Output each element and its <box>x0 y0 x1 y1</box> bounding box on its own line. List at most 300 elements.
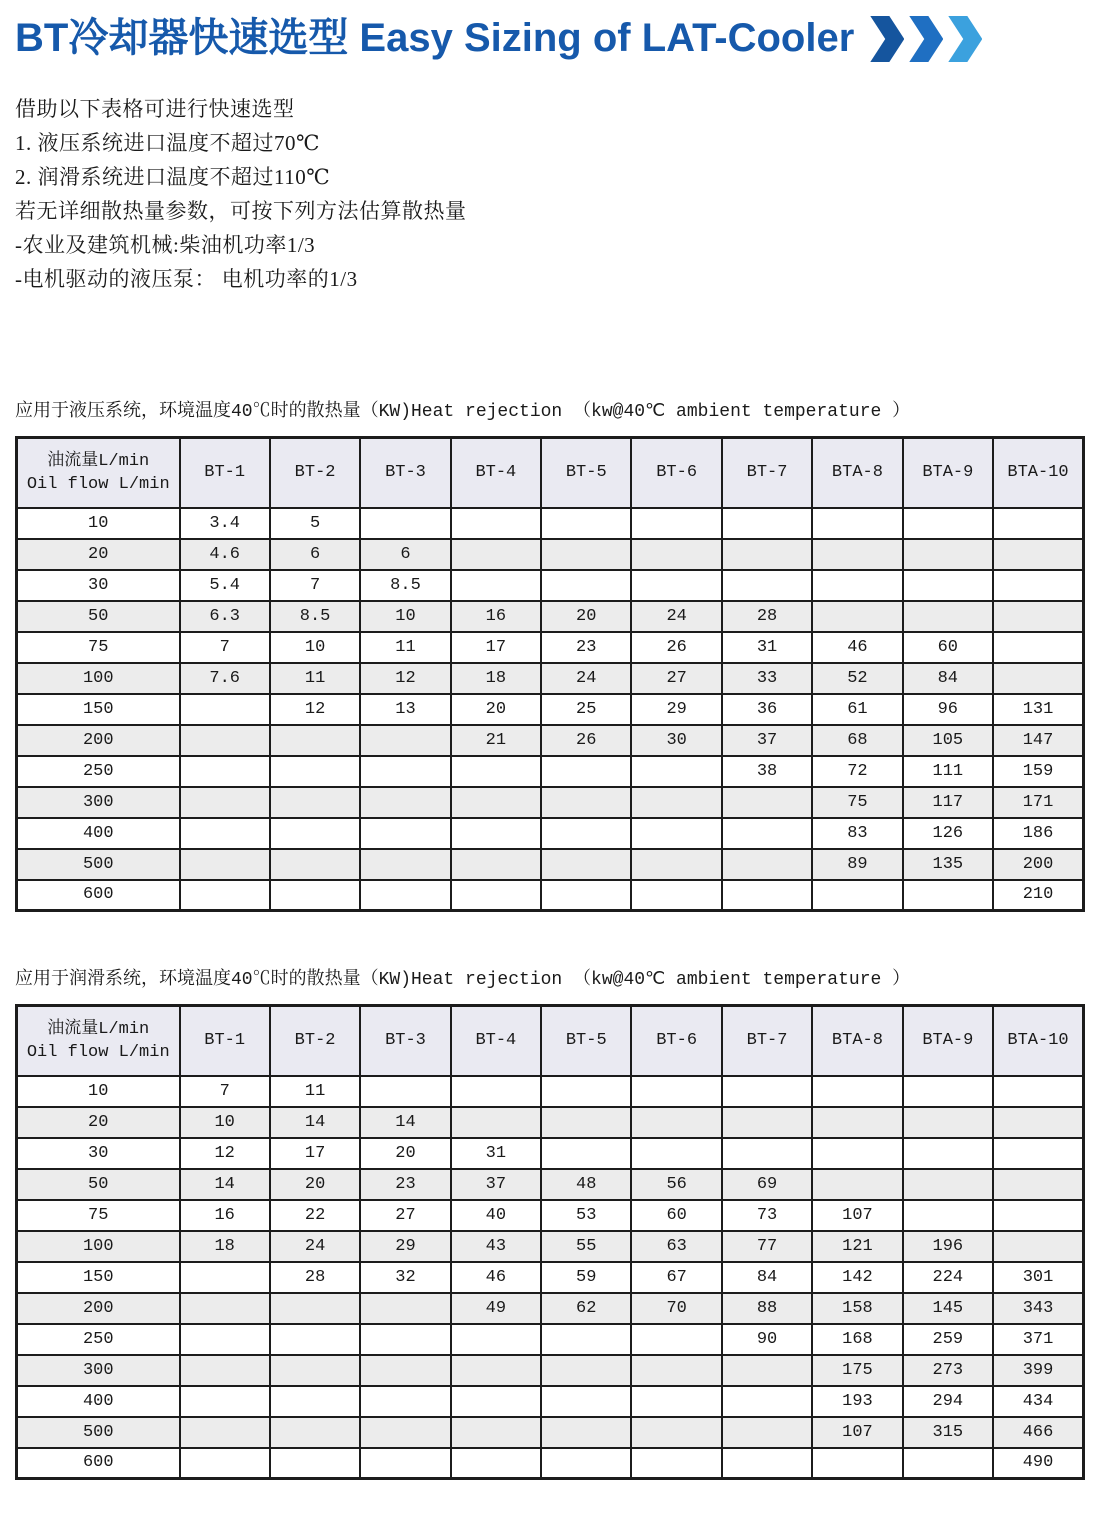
value-cell: 5.4 <box>180 570 270 601</box>
value-cell <box>360 1076 450 1107</box>
table-row <box>17 1200 1084 1231</box>
value-cell: 70 <box>631 1293 721 1324</box>
flow-header-en: Oil flow L/min <box>26 474 170 494</box>
flow-value-cell: 300 <box>17 1355 180 1386</box>
value-cell: 175 <box>812 1355 902 1386</box>
value-cell <box>270 787 360 818</box>
value-cell: 40 <box>451 1200 541 1231</box>
table-row <box>17 1231 1084 1262</box>
value-cell: 55 <box>541 1231 631 1262</box>
table-row <box>17 1076 1084 1107</box>
value-cell: 24 <box>270 1231 360 1262</box>
flow-value-cell: 400 <box>17 818 180 849</box>
value-cell <box>722 508 812 539</box>
value-cell: 21 <box>451 725 541 756</box>
value-cell: 26 <box>631 632 721 663</box>
table-row <box>17 756 1084 787</box>
value-cell <box>631 756 721 787</box>
model-column-header: BTA-8 <box>812 438 902 508</box>
value-cell: 46 <box>451 1262 541 1293</box>
value-cell: 90 <box>722 1324 812 1355</box>
model-column-header: BTA-10 <box>993 438 1083 508</box>
flow-value-cell: 150 <box>17 1262 180 1293</box>
value-cell <box>631 539 721 570</box>
intro-line: -电机驱动的液压泵： 电机功率的1/3 <box>15 267 358 291</box>
value-cell <box>180 787 270 818</box>
table-caption: 应用于液压系统，环境温度40℃时的散热量（KW)Heat rejection （kw@40℃ ambient temperature ） <box>15 402 911 422</box>
value-cell <box>903 601 993 632</box>
value-cell <box>722 539 812 570</box>
value-cell: 77 <box>722 1231 812 1262</box>
value-cell <box>631 508 721 539</box>
value-cell <box>270 725 360 756</box>
page-title: BT冷却器快速选型 Easy Sizing of LAT-Cooler <box>15 16 855 60</box>
table-row <box>17 787 1084 818</box>
value-cell <box>180 1386 270 1417</box>
model-column-header: BT-5 <box>541 1006 631 1076</box>
value-cell: 23 <box>541 632 631 663</box>
flow-column-header <box>17 1006 180 1076</box>
value-cell: 48 <box>541 1169 631 1200</box>
value-cell <box>631 818 721 849</box>
value-cell: 62 <box>541 1293 631 1324</box>
table-row <box>17 539 1084 570</box>
value-cell <box>451 1107 541 1138</box>
value-cell: 6.3 <box>180 601 270 632</box>
value-cell: 16 <box>451 601 541 632</box>
value-cell <box>541 880 631 911</box>
value-cell: 7 <box>270 570 360 601</box>
table-row <box>17 1386 1084 1417</box>
value-cell: 8.5 <box>270 601 360 632</box>
value-cell <box>180 1448 270 1479</box>
heat-table-lubrication <box>15 1004 1085 1480</box>
value-cell: 84 <box>722 1262 812 1293</box>
table-row <box>17 1355 1084 1386</box>
intro-line: 1. 液压系统进口温度不超过70℃ <box>15 131 320 155</box>
value-cell <box>541 1076 631 1107</box>
value-cell <box>812 1107 902 1138</box>
value-cell <box>270 756 360 787</box>
model-column-header: BT-7 <box>722 1006 812 1076</box>
value-cell <box>360 1293 450 1324</box>
value-cell: 11 <box>360 632 450 663</box>
table-row <box>17 1324 1084 1355</box>
value-cell: 69 <box>722 1169 812 1200</box>
value-cell <box>903 1169 993 1200</box>
value-cell: 466 <box>993 1417 1083 1448</box>
value-cell: 12 <box>270 694 360 725</box>
value-cell <box>812 508 902 539</box>
value-cell <box>993 663 1083 694</box>
value-cell: 37 <box>722 725 812 756</box>
value-cell: 135 <box>903 849 993 880</box>
value-cell <box>993 1200 1083 1231</box>
value-cell <box>812 1076 902 1107</box>
value-cell: 7.6 <box>180 663 270 694</box>
flow-column-header <box>17 438 180 508</box>
table-row <box>17 1138 1084 1169</box>
value-cell <box>722 818 812 849</box>
value-cell <box>180 849 270 880</box>
hydraulic-section <box>15 396 1085 912</box>
value-cell <box>180 694 270 725</box>
value-cell: 49 <box>451 1293 541 1324</box>
value-cell: 67 <box>631 1262 721 1293</box>
value-cell <box>270 880 360 911</box>
value-cell <box>451 1386 541 1417</box>
value-cell <box>270 1448 360 1479</box>
value-cell <box>541 818 631 849</box>
value-cell <box>812 1169 902 1200</box>
table-header-row <box>17 438 1084 508</box>
model-column-header: BT-4 <box>451 438 541 508</box>
table-row <box>17 1262 1084 1293</box>
value-cell: 46 <box>812 632 902 663</box>
value-cell: 434 <box>993 1386 1083 1417</box>
value-cell <box>903 880 993 911</box>
value-cell: 25 <box>541 694 631 725</box>
value-cell <box>722 1076 812 1107</box>
value-cell <box>541 1448 631 1479</box>
value-cell: 22 <box>270 1200 360 1231</box>
model-column-header: BT-4 <box>451 1006 541 1076</box>
intro-line: -农业及建筑机械:柴油机功率1/3 <box>15 233 316 257</box>
table-row <box>17 663 1084 694</box>
value-cell <box>631 1324 721 1355</box>
value-cell: 7 <box>180 1076 270 1107</box>
model-column-header: BT-1 <box>180 438 270 508</box>
value-cell <box>993 1231 1083 1262</box>
value-cell: 371 <box>993 1324 1083 1355</box>
value-cell <box>270 1293 360 1324</box>
value-cell <box>812 1448 902 1479</box>
table-row <box>17 1293 1084 1324</box>
value-cell <box>631 1355 721 1386</box>
value-cell: 18 <box>180 1231 270 1262</box>
value-cell: 5 <box>270 508 360 539</box>
value-cell <box>541 539 631 570</box>
model-column-header: BT-5 <box>541 438 631 508</box>
value-cell <box>360 880 450 911</box>
table-row <box>17 632 1084 663</box>
flow-value-cell: 50 <box>17 601 180 632</box>
value-cell <box>993 539 1083 570</box>
flow-value-cell: 200 <box>17 725 180 756</box>
table-header-row <box>17 1006 1084 1076</box>
value-cell: 142 <box>812 1262 902 1293</box>
table-row <box>17 601 1084 632</box>
value-cell: 31 <box>722 632 812 663</box>
value-cell <box>993 1169 1083 1200</box>
value-cell <box>993 508 1083 539</box>
value-cell: 23 <box>360 1169 450 1200</box>
value-cell <box>360 1355 450 1386</box>
value-cell: 186 <box>993 818 1083 849</box>
value-cell: 96 <box>903 694 993 725</box>
value-cell <box>993 1107 1083 1138</box>
value-cell: 14 <box>360 1107 450 1138</box>
flow-value-cell: 10 <box>17 1076 180 1107</box>
value-cell: 10 <box>360 601 450 632</box>
table-row <box>17 725 1084 756</box>
value-cell: 107 <box>812 1417 902 1448</box>
value-cell: 6 <box>270 539 360 570</box>
table-row <box>17 694 1084 725</box>
value-cell <box>722 570 812 601</box>
value-cell <box>993 601 1083 632</box>
value-cell <box>451 1355 541 1386</box>
value-cell: 20 <box>541 601 631 632</box>
value-cell: 20 <box>270 1169 360 1200</box>
value-cell <box>270 849 360 880</box>
value-cell <box>631 787 721 818</box>
value-cell <box>722 849 812 880</box>
value-cell: 24 <box>541 663 631 694</box>
value-cell <box>270 1324 360 1355</box>
flow-value-cell: 150 <box>17 694 180 725</box>
value-cell <box>360 756 450 787</box>
value-cell <box>451 849 541 880</box>
value-cell: 37 <box>451 1169 541 1200</box>
value-cell: 33 <box>722 663 812 694</box>
value-cell <box>903 1138 993 1169</box>
value-cell: 12 <box>180 1138 270 1169</box>
chevron-right-icon <box>909 16 943 62</box>
value-cell: 63 <box>631 1231 721 1262</box>
value-cell <box>541 787 631 818</box>
value-cell <box>180 818 270 849</box>
table-row <box>17 880 1084 911</box>
model-column-header: BTA-8 <box>812 1006 902 1076</box>
value-cell <box>722 1417 812 1448</box>
value-cell <box>541 1417 631 1448</box>
value-cell: 301 <box>993 1262 1083 1293</box>
table-row <box>17 818 1084 849</box>
flow-value-cell: 100 <box>17 1231 180 1262</box>
value-cell: 490 <box>993 1448 1083 1479</box>
value-cell: 159 <box>993 756 1083 787</box>
value-cell: 196 <box>903 1231 993 1262</box>
table-caption: 应用于润滑系统，环境温度40℃时的散热量（KW)Heat rejection （kw@40℃ ambient temperature ） <box>15 970 911 990</box>
value-cell <box>631 1138 721 1169</box>
value-cell: 31 <box>451 1138 541 1169</box>
lubrication-section <box>15 964 1085 1480</box>
value-cell: 10 <box>180 1107 270 1138</box>
value-cell <box>541 1324 631 1355</box>
value-cell <box>541 1107 631 1138</box>
value-cell <box>360 1448 450 1479</box>
flow-value-cell: 75 <box>17 632 180 663</box>
value-cell: 6 <box>360 539 450 570</box>
value-cell: 10 <box>270 632 360 663</box>
value-cell <box>451 880 541 911</box>
value-cell <box>631 1076 721 1107</box>
value-cell: 28 <box>270 1262 360 1293</box>
value-cell: 52 <box>812 663 902 694</box>
value-cell <box>631 880 721 911</box>
value-cell <box>270 1417 360 1448</box>
data-table <box>15 436 1085 912</box>
value-cell <box>812 539 902 570</box>
intro-text <box>15 92 1085 296</box>
flow-header-cn: 油流量L/min <box>47 1019 150 1039</box>
table-row <box>17 570 1084 601</box>
value-cell <box>722 1448 812 1479</box>
flow-value-cell: 400 <box>17 1386 180 1417</box>
value-cell: 27 <box>360 1200 450 1231</box>
data-table <box>15 1004 1085 1480</box>
value-cell: 399 <box>993 1355 1083 1386</box>
value-cell: 60 <box>903 632 993 663</box>
model-column-header: BT-6 <box>631 1006 721 1076</box>
flow-value-cell: 20 <box>17 1107 180 1138</box>
value-cell <box>270 1355 360 1386</box>
value-cell <box>451 1448 541 1479</box>
value-cell: 131 <box>993 694 1083 725</box>
value-cell <box>903 508 993 539</box>
value-cell: 26 <box>541 725 631 756</box>
flow-header-en: Oil flow L/min <box>26 1042 170 1062</box>
value-cell: 8.5 <box>360 570 450 601</box>
flow-value-cell: 600 <box>17 1448 180 1479</box>
value-cell: 28 <box>722 601 812 632</box>
intro-line: 借助以下表格可进行快速选型 <box>15 97 295 121</box>
model-column-header: BT-2 <box>270 1006 360 1076</box>
value-cell: 89 <box>812 849 902 880</box>
model-column-header: BT-2 <box>270 438 360 508</box>
flow-value-cell: 250 <box>17 1324 180 1355</box>
value-cell: 17 <box>270 1138 360 1169</box>
value-cell: 72 <box>812 756 902 787</box>
flow-value-cell: 200 <box>17 1293 180 1324</box>
value-cell <box>180 1262 270 1293</box>
chevron-right-icon <box>948 16 982 62</box>
value-cell: 18 <box>451 663 541 694</box>
value-cell: 259 <box>903 1324 993 1355</box>
value-cell: 16 <box>180 1200 270 1231</box>
flow-value-cell: 20 <box>17 539 180 570</box>
value-cell <box>993 1138 1083 1169</box>
value-cell <box>270 1386 360 1417</box>
value-cell <box>541 508 631 539</box>
table-row <box>17 1417 1084 1448</box>
model-column-header: BT-3 <box>360 1006 450 1076</box>
value-cell <box>180 880 270 911</box>
table-row <box>17 1107 1084 1138</box>
value-cell <box>360 849 450 880</box>
chevron-right-icon <box>870 16 904 62</box>
value-cell: 29 <box>360 1231 450 1262</box>
value-cell: 224 <box>903 1262 993 1293</box>
value-cell: 11 <box>270 1076 360 1107</box>
value-cell <box>903 1200 993 1231</box>
value-cell <box>180 1417 270 1448</box>
value-cell <box>541 570 631 601</box>
flow-value-cell: 250 <box>17 756 180 787</box>
value-cell <box>451 756 541 787</box>
value-cell: 145 <box>903 1293 993 1324</box>
value-cell <box>180 725 270 756</box>
value-cell: 17 <box>451 632 541 663</box>
value-cell <box>993 1076 1083 1107</box>
value-cell <box>722 1386 812 1417</box>
value-cell <box>451 818 541 849</box>
flow-value-cell: 75 <box>17 1200 180 1231</box>
value-cell <box>451 1417 541 1448</box>
value-cell: 14 <box>180 1169 270 1200</box>
value-cell: 68 <box>812 725 902 756</box>
value-cell: 24 <box>631 601 721 632</box>
value-cell <box>360 818 450 849</box>
value-cell: 84 <box>903 663 993 694</box>
value-cell <box>360 1324 450 1355</box>
model-column-header: BTA-10 <box>993 1006 1083 1076</box>
value-cell <box>360 1386 450 1417</box>
value-cell: 210 <box>993 880 1083 911</box>
value-cell: 30 <box>631 725 721 756</box>
value-cell: 14 <box>270 1107 360 1138</box>
value-cell <box>812 1138 902 1169</box>
value-cell: 38 <box>722 756 812 787</box>
chevrons-icon <box>870 16 982 62</box>
value-cell <box>722 787 812 818</box>
value-cell: 4.6 <box>180 539 270 570</box>
model-column-header: BTA-9 <box>903 1006 993 1076</box>
value-cell <box>541 1386 631 1417</box>
value-cell: 315 <box>903 1417 993 1448</box>
table-row <box>17 849 1084 880</box>
value-cell <box>360 1417 450 1448</box>
value-cell: 13 <box>360 694 450 725</box>
value-cell: 200 <box>993 849 1083 880</box>
value-cell <box>180 756 270 787</box>
value-cell <box>631 1107 721 1138</box>
value-cell <box>451 539 541 570</box>
value-cell <box>180 1293 270 1324</box>
value-cell <box>903 570 993 601</box>
value-cell: 168 <box>812 1324 902 1355</box>
model-column-header: BT-1 <box>180 1006 270 1076</box>
value-cell <box>360 787 450 818</box>
value-cell <box>541 1355 631 1386</box>
value-cell: 3.4 <box>180 508 270 539</box>
value-cell <box>631 1386 721 1417</box>
flow-value-cell: 500 <box>17 849 180 880</box>
table-row <box>17 508 1084 539</box>
value-cell <box>812 880 902 911</box>
value-cell: 343 <box>993 1293 1083 1324</box>
value-cell: 20 <box>451 694 541 725</box>
model-column-header: BT-6 <box>631 438 721 508</box>
value-cell <box>541 756 631 787</box>
value-cell <box>903 1107 993 1138</box>
value-cell: 273 <box>903 1355 993 1386</box>
heat-table-hydraulic <box>15 436 1085 912</box>
value-cell: 36 <box>722 694 812 725</box>
value-cell <box>451 570 541 601</box>
value-cell: 43 <box>451 1231 541 1262</box>
flow-value-cell: 300 <box>17 787 180 818</box>
value-cell <box>631 1448 721 1479</box>
value-cell: 121 <box>812 1231 902 1262</box>
flow-value-cell: 10 <box>17 508 180 539</box>
value-cell <box>722 1107 812 1138</box>
value-cell: 56 <box>631 1169 721 1200</box>
value-cell: 147 <box>993 725 1083 756</box>
intro-line: 若无详细散热量参数，可按下列方法估算散热量 <box>15 199 467 223</box>
value-cell: 193 <box>812 1386 902 1417</box>
